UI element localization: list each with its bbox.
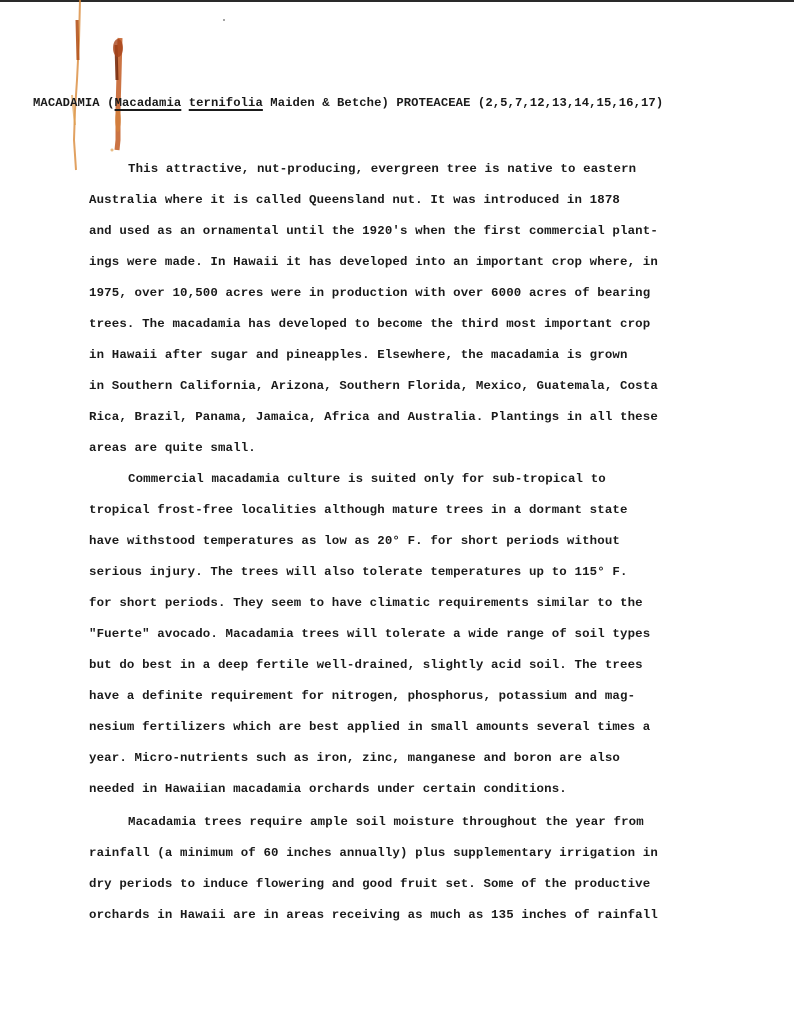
family-name: PROTEACEAE <box>396 96 471 110</box>
text-line: orchards in Hawaii are in areas receiving as much as 135 inches of rainfall <box>89 908 658 922</box>
text-line: 1975, over 10,500 acres were in production with over 6000 acres of bearing <box>89 286 651 300</box>
species-name: ternifolia <box>188 96 263 110</box>
text-line: trees. The macadamia has developed to become the third most important crop <box>89 317 651 331</box>
genus-name: Macadamia <box>114 96 182 110</box>
text-line: Commercial macadamia culture is suited only for sub-tropical to <box>128 472 606 486</box>
text-line: and used as an ornamental until the 1920's when the first commercial plant- <box>89 224 658 238</box>
text-line: dry periods to induce flowering and good fruit set. Some of the productive <box>89 877 651 891</box>
text-line: rainfall (a minimum of 60 inches annually) plus supplementary irrigation in <box>89 846 658 860</box>
text-line: but do best in a deep fertile well-drained, slightly acid soil. The trees <box>89 658 643 672</box>
text-line: Australia where it is called Queensland nut. It was introduced in 1878 <box>89 193 620 207</box>
entry-heading <box>33 96 753 110</box>
text-line: for short periods. They seem to have climatic requirements similar to the <box>89 596 643 610</box>
text-line: year. Micro-nutrients such as iron, zinc, manganese and boron are also <box>89 751 620 765</box>
text-line: in Southern California, Arizona, Southern Florida, Mexico, Guatemala, Costa <box>89 379 658 393</box>
entry-name: MACADAMIA <box>33 96 100 110</box>
text-line: serious injury. The trees will also tolerate temperatures up to 115° F. <box>89 565 628 579</box>
text-line: have a definite requirement for nitrogen, phosphorus, potassium and mag- <box>89 689 636 703</box>
text-line: have withstood temperatures as low as 20° F. for short periods without <box>89 534 620 548</box>
text-line: This attractive, nut-producing, evergreen tree is native to eastern <box>128 162 637 176</box>
text-line: ings were made. In Hawaii it has developed into an important crop where, in <box>89 255 658 269</box>
text-line: nesium fertilizers which are best applied in small amounts several times a <box>89 720 651 734</box>
text-line: Rica, Brazil, Panama, Jamaica, Africa and Australia. Plantings in all these <box>89 410 658 424</box>
reference-list: (2,5,7,12,13,14,15,16,17) <box>477 96 664 110</box>
text-line: areas are quite small. <box>89 441 256 455</box>
text-line: needed in Hawaiian macadamia orchards under certain conditions. <box>89 782 567 796</box>
text-line: in Hawaii after sugar and pineapples. Elsewhere, the macadamia is grown <box>89 348 628 362</box>
authority: Maiden & Betche) <box>270 96 389 110</box>
heading-paren: ( <box>107 96 115 110</box>
text-line: Macadamia trees require ample soil moisture throughout the year from <box>128 815 644 829</box>
text-line: tropical frost-free localities although mature trees in a dormant state <box>89 503 628 517</box>
text-line: "Fuerte" avocado. Macadamia trees will tolerate a wide range of soil types <box>89 627 651 641</box>
